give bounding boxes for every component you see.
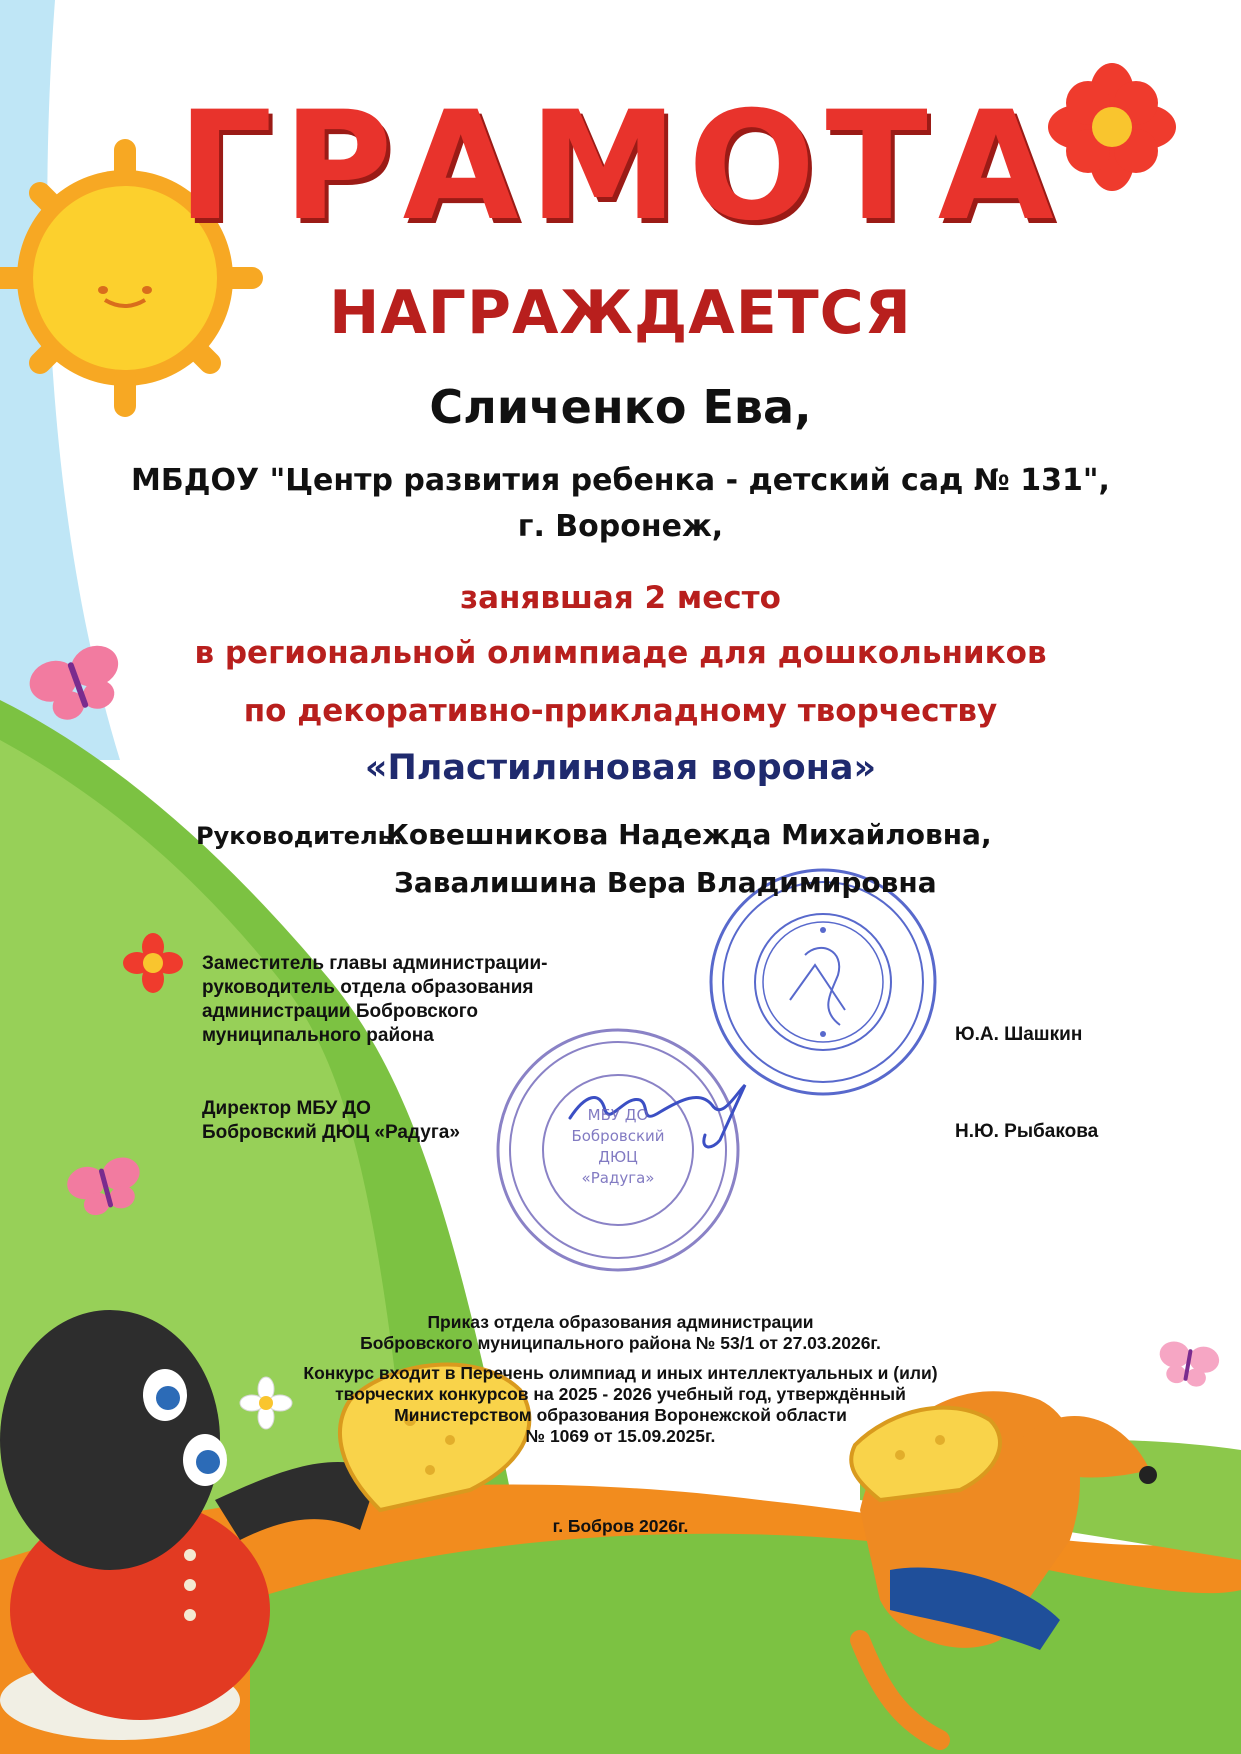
leader-name-1: Ковешникова Надежда Михайловна, <box>386 818 992 851</box>
certificate-title: ГРАМОТА <box>177 80 1064 254</box>
position-line: Бобровский ДЮЦ «Радуга» <box>202 1122 460 1143</box>
place-text: занявшая 2 место <box>460 580 781 616</box>
contest-line: № 1069 от 15.09.2025г. <box>525 1426 716 1446</box>
recipient-name: Сличенко Ева, <box>429 380 812 434</box>
event-title: «Пластилиновая ворона» <box>364 748 877 788</box>
order-line: Бобровского муниципального района № 53/1 от 27.03.2026г. <box>360 1333 881 1353</box>
order-reference <box>0 1312 1241 1354</box>
order-line: Приказ отдела образования администрации <box>427 1312 814 1332</box>
position-line: Заместитель главы администрации- <box>202 953 548 974</box>
official-seal-stamp <box>711 870 935 1094</box>
stamp-line: МБУ ДО <box>587 1106 649 1124</box>
event-line-2: по декоративно-прикладному творчеству <box>243 693 998 729</box>
recipient-organization <box>0 458 1241 550</box>
contest-line: Министерством образования Воронежской области <box>394 1405 847 1425</box>
place-and-date: г. Бобров 2026г. <box>552 1516 689 1536</box>
city-line: г. Воронеж, <box>517 509 724 544</box>
stamp-line: ДЮЦ <box>598 1148 638 1166</box>
organization-line: МБДОУ "Центр развития ребенка - детский сад № 131", <box>131 463 1110 498</box>
stamp-line: «Радуга» <box>581 1169 655 1187</box>
leader-label: Руководитель: <box>196 822 403 850</box>
position-line: муниципального района <box>202 1025 434 1046</box>
contest-line: творческих конкурсов на 2025 - 2026 учебный год, утверждённый <box>335 1384 906 1404</box>
signatory-1-position <box>202 952 622 1048</box>
contest-note <box>0 1363 1241 1447</box>
position-line: Директор МБУ ДО <box>202 1098 371 1119</box>
contest-line: Конкурс входит в Перечень олимпиад и иных интеллектуальных и (или) <box>303 1363 938 1383</box>
stamp-inner-text <box>548 1105 688 1189</box>
signatory-2-position <box>202 1097 562 1145</box>
event-line-1: в региональной олимпиаде для дошкольников <box>194 635 1047 671</box>
position-line: администрации Бобровского <box>202 1001 479 1022</box>
signatory-1-name: Ю.А. Шашкин <box>955 1024 1083 1045</box>
signatory-2-name: Н.Ю. Рыбакова <box>955 1121 1099 1142</box>
position-line: руководитель отдела образования <box>202 977 534 998</box>
stamp-line: Бобровский <box>571 1127 665 1145</box>
awarded-heading: НАГРАЖДАЕТСЯ <box>329 278 912 348</box>
leader-name-2: Завалишина Вера Владимировна <box>394 866 937 899</box>
